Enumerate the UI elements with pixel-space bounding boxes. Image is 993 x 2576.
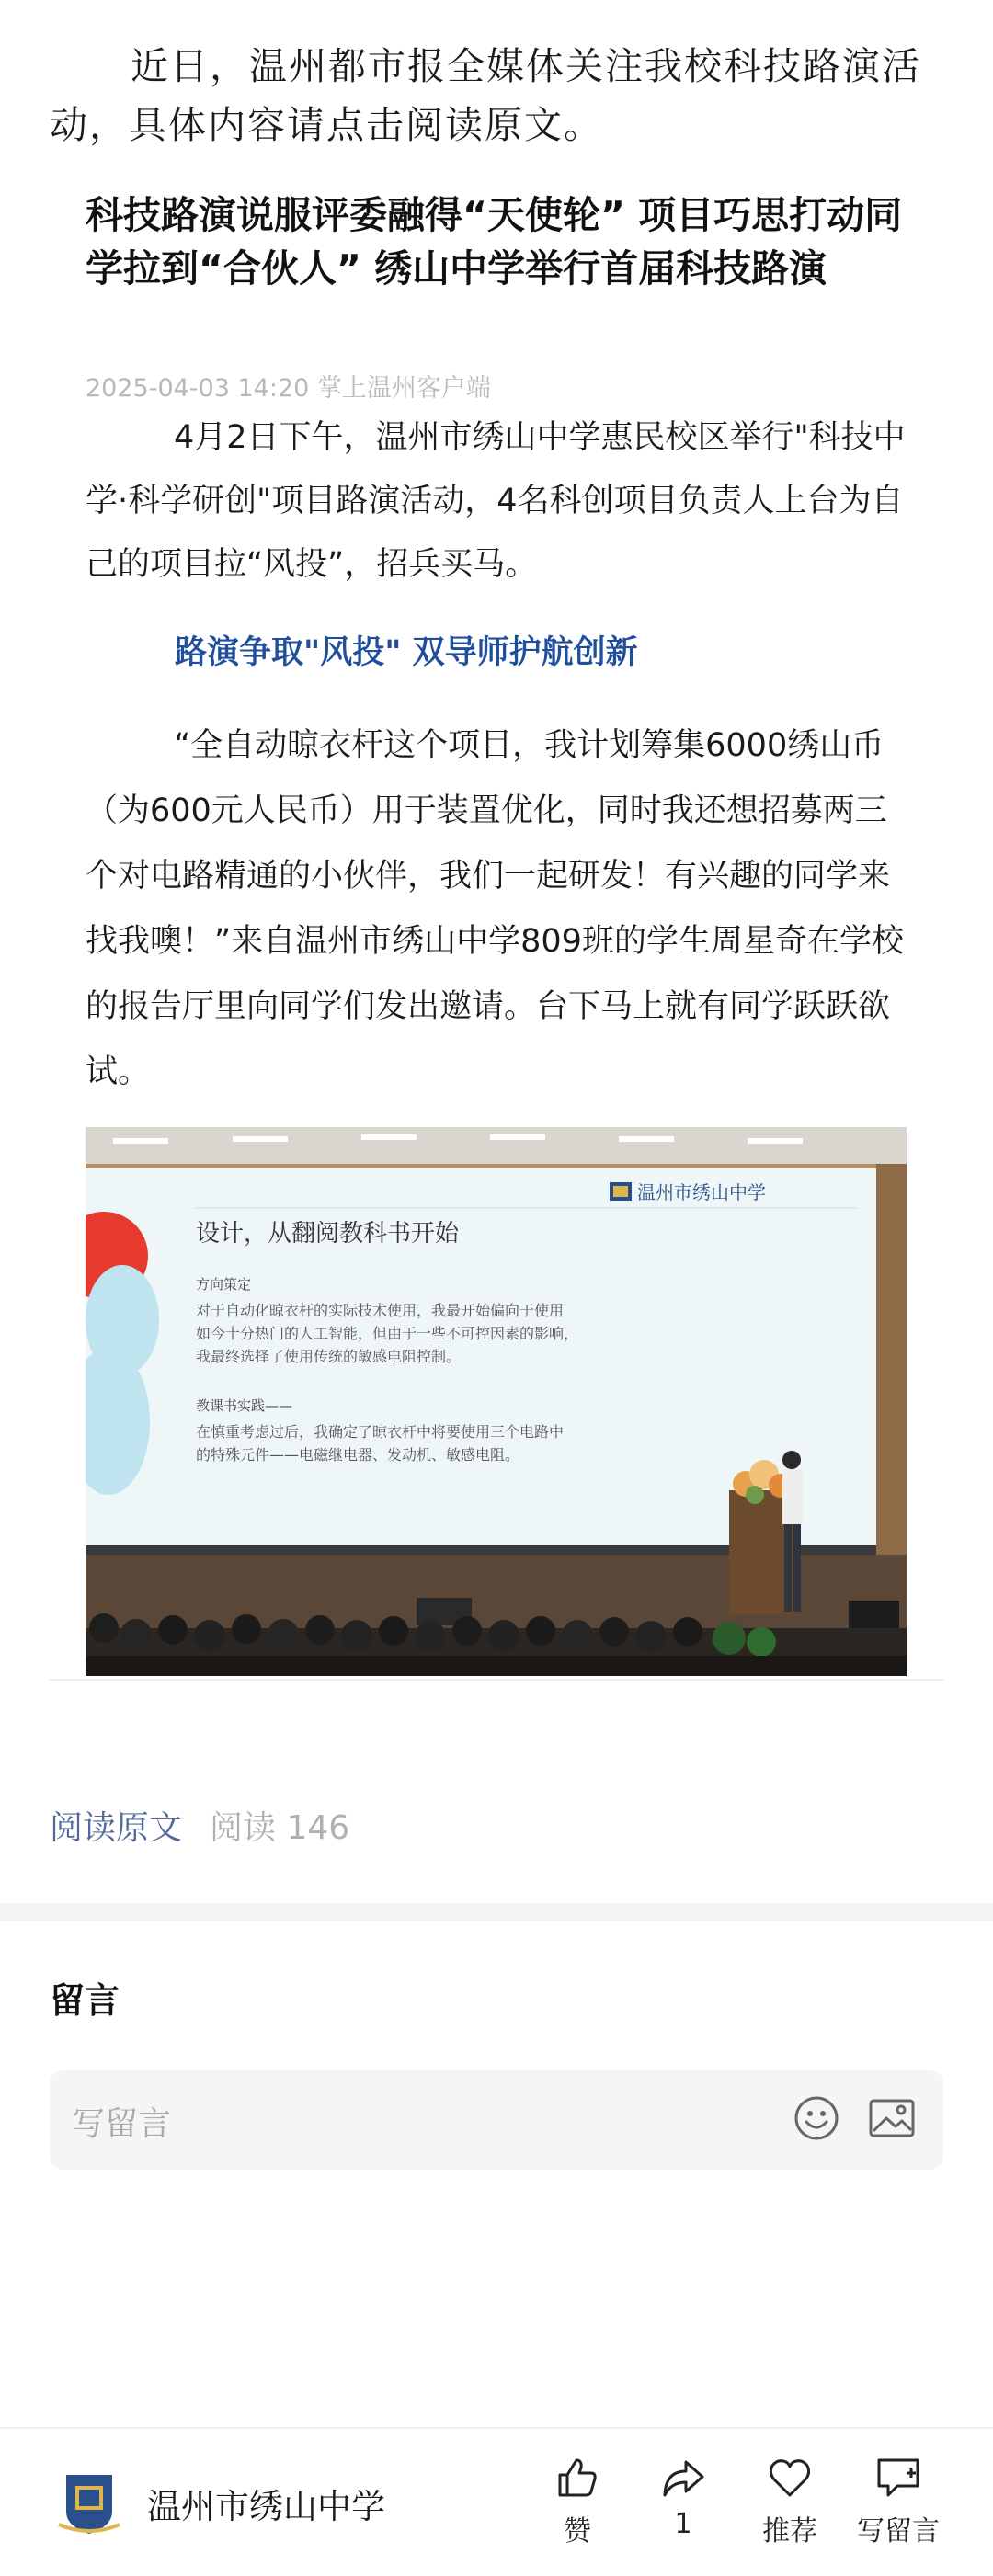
like-button[interactable] bbox=[527, 2455, 628, 2548]
slide-line-2: 如今十分热门的人工智能，但由于一些不可控因素的影响， bbox=[196, 1325, 579, 1342]
section-separator bbox=[0, 1903, 993, 1921]
share-button[interactable] bbox=[633, 2455, 734, 2540]
school-logo-icon[interactable] bbox=[57, 2469, 121, 2536]
slide-school-name: 温州市绣山中学 bbox=[637, 1181, 766, 1203]
comments-title: 留言 bbox=[50, 1980, 120, 2021]
article-photo[interactable] bbox=[86, 1127, 907, 1676]
slide-heading-2: 教课书实践—— bbox=[196, 1397, 293, 1414]
read-count: 阅读 146 bbox=[210, 1809, 350, 1847]
intro-text: 近日，温州都市报全媒体关注我校科技路演活动，具体内容请点击阅读原文。 bbox=[50, 44, 921, 147]
slide-title: 设计，从翻阅教科书开始 bbox=[196, 1220, 460, 1248]
article-paragraph-2: “全自动晾衣杆这个项目，我计划筹集6000绣山币（为600元人民币）用于装置优化，同时我还想招募两三个对电路精通的小伙伴，我们一起研发！有兴趣的同学来找我噢！”来自温州市绣山中学809班的学生周星奇在学校的报告厅里向同学们发出邀请。台下马上就有同学跃跃欲试。 bbox=[86, 727, 904, 1090]
article-subhead: 路演争取"风投" 双导师护航创新 bbox=[175, 634, 638, 671]
slide-line-5: 的特殊元件——电磁继电器、发动机、敏感电阻。 bbox=[196, 1446, 520, 1464]
read-original-link[interactable]: 阅读原文 bbox=[50, 1809, 183, 1847]
article-meta: 2025-04-03 14:20 掌上温州客户端 bbox=[86, 374, 491, 403]
heart-icon bbox=[767, 2455, 813, 2501]
share-count: 1 bbox=[674, 2508, 692, 2540]
divider bbox=[50, 1679, 943, 1681]
account-name[interactable]: 温州市绣山中学 bbox=[147, 2487, 385, 2526]
slide-line-4: 在慎重考虑过后，我确定了晾衣杆中将要使用三个电路中 bbox=[196, 1423, 565, 1441]
article-title: 科技路演说服评委融得“天使轮” 项目巧思打动同学拉到“合伙人” 绣山中学举行首届科技路演 bbox=[86, 193, 903, 291]
slide-heading-1: 方向策定 bbox=[196, 1276, 252, 1293]
slide-line-3: 我最终选择了使用传统的敏感电阻控制。 bbox=[196, 1348, 462, 1365]
recommend-label: 推荐 bbox=[762, 2515, 817, 2548]
comment-input[interactable] bbox=[50, 2070, 943, 2170]
share-arrow-icon bbox=[660, 2455, 706, 2501]
emoji-icon[interactable] bbox=[793, 2094, 840, 2142]
write-comment-button[interactable] bbox=[848, 2455, 949, 2548]
comment-add-icon bbox=[875, 2455, 921, 2501]
read-row bbox=[50, 1802, 349, 1849]
bottom-bar bbox=[0, 2427, 993, 2576]
like-label: 赞 bbox=[564, 2515, 591, 2548]
slide-line-1: 对于自动化晾衣杆的实际技术使用，我最开始偏向于使用 bbox=[196, 1302, 565, 1319]
thumbs-up-icon bbox=[554, 2455, 600, 2501]
write-comment-label: 写留言 bbox=[857, 2515, 940, 2548]
article-paragraph-1: 4月2日下午，温州市绣山中学惠民校区举行"科技中学·科学研创"项目路演活动，4名科创项目负责人上台为自己的项目拉“风投”，招兵买马。 bbox=[86, 419, 906, 583]
comment-placeholder: 写留言 bbox=[72, 2105, 172, 2143]
recommend-button[interactable] bbox=[739, 2455, 840, 2548]
image-icon[interactable] bbox=[868, 2096, 916, 2140]
